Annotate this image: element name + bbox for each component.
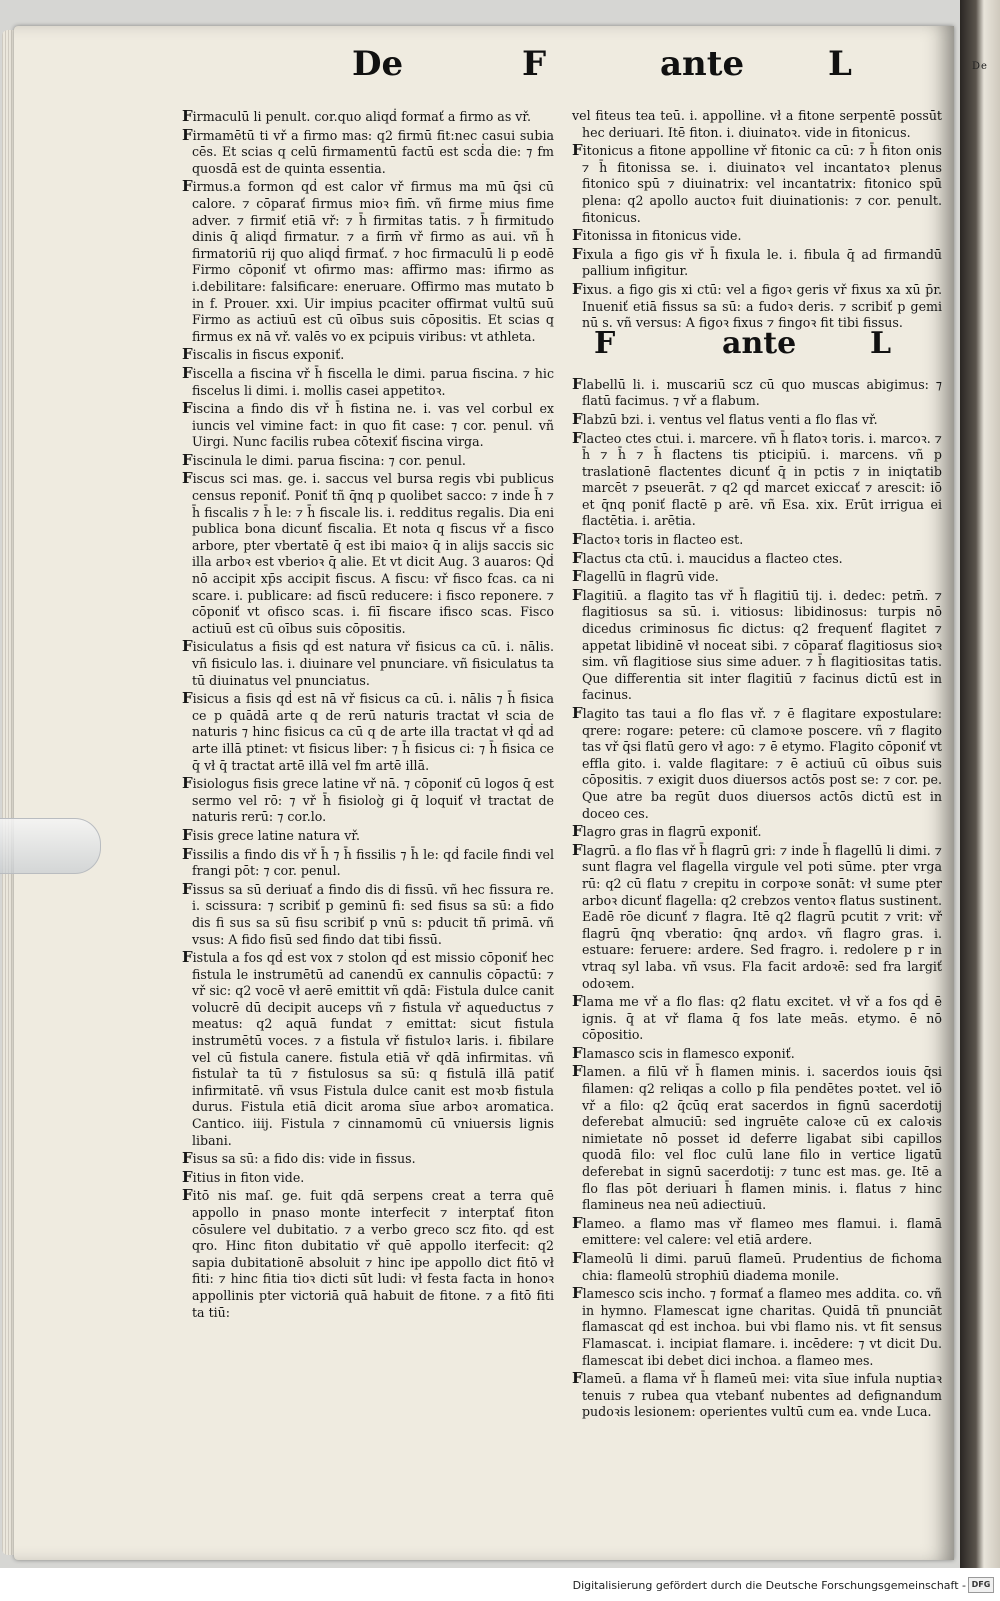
header-letter: F: [522, 44, 547, 84]
footer-credit: Digitalisierung gefördert durch die Deutsche Forschungsgemeinschaft -: [572, 1579, 966, 1592]
entry-initial: F: [182, 107, 193, 125]
dictionary-entry: [182, 400, 554, 451]
subheader-letter: F: [594, 325, 616, 361]
entry-initial: F: [572, 374, 583, 393]
entry-initial: F: [182, 825, 193, 844]
entry-initial: F: [182, 450, 193, 469]
dictionary-entry: [572, 587, 942, 704]
entry-initial: F: [182, 948, 193, 967]
dictionary-entry: [572, 281, 942, 332]
subheader-l: L: [870, 325, 892, 361]
entry-text: issus sa sū deriuať a findo dis di fissū. vñ hec fissura re. i. scissura: ⁊ scribiť p geminū fi: sed fisus sa sū: a fido dis fi sus sa sū fisu scribiť p vnū s: pducit tñ primā. vñ vsus: A fido fisū sed findo dat tibi fissū.: [192, 881, 554, 947]
header-l: L: [828, 44, 852, 84]
dictionary-entry: [182, 949, 554, 1149]
entry-initial: F: [572, 409, 583, 428]
dictionary-entry: [572, 705, 942, 822]
entry-initial: F: [572, 244, 583, 263]
dictionary-entry: [182, 1169, 554, 1187]
entry-initial: F: [182, 879, 193, 898]
entry-text: isiculatus a fisis qḋ est natura vř fisicus ca cū. i. nālis. vñ fisiculo las. i. diuinare vel pnunciare. vñ fisiculatus ta tū diuinatus vel pnunciatus.: [192, 639, 554, 688]
running-header: [0, 44, 960, 94]
entry-initial: F: [572, 1249, 583, 1267]
entry-initial: F: [572, 585, 583, 604]
entry-text: lagrū. a flo flas vř h̄ flagrū gri: ⁊ inde h̄ flagellū li dimi. ⁊ sunt flagra vel flagella virgule vel poti sūme. pter vrga rū: q2 cū flatu ⁊ crepitu in corpoꝛe sonāt: vł sume pter arboꝛ dicunť flagella: q2 crebzos ventoꝛ flatus sustinent. Eadē rōe dicunť ⁊ flagra. Itē q2 flagrū pcutit ⁊ vrit: vř flagrū q̄nq vberatio: q̄nq ardoꝛ. vñ flagro gras. i. estuare: feruere: ardere. Sed fragro. i. redolere p r in vtraq syl laba. vñ vsus. Fla facit ardoꝛē: sed fra largiť odoꝛem.: [582, 842, 942, 991]
entry-text: lactoꝛ toris in flacteo est.: [582, 532, 744, 548]
entry-text: iscus sci mas. ge. i. saccus vel bursa regis vbi publicus census reponiť. Poniť tñ q̄nq p quolibet sacco: ⁊ inde h̄ ⁊ h̄ fiscalis ⁊ h̄ le: ⁊ h̄ fiscale lis. i. redditus regalis. Dia eni publica bona dicunť fiscalia. Et nota q fiscus vř a fisco arbore, pter vbertatē q̄ est ibi maioꝛ q̄ in alijs saccis sic illa arboꝛ est vberioꝛ q̄ alie. Et vt dicit Aug. 3 auaros: Qḋ nō accipit xp̄s accipit fiscus. A fiscu: vř fisco fcas. ca ni scare. i. publicare: ad fiscū reducere: i fisco reponere. ⁊ cōponiť vt ofisco scas. i. fiī fiscare ifisco scas. Fisco actiuū est cū oībus suis cōpositis.: [192, 471, 554, 636]
dictionary-entry: [182, 470, 554, 637]
entry-text: istula a fos qḋ est vox ⁊ stolon qḋ est missio cōponiť hec fistula le instrumētū ad canendū ex cannulis cōpactū: ⁊ vř sic: q2 vocē vł aerē emittit vñ qdā: Fistula dulce canit volucrē dū decipit auceps vñ ⁊ fistula vř aqueductus ⁊ meatus: q2 aquā fundat ⁊ emittat: sicut fistula instrumētū voces. ⁊ a fistula vř fistuloꝛ laris. i. fibilare vel cū fistula canere. fistula etiā vř qdā infirmitas. vñ fistular̀ ta tū ⁊ fistulosus sa sū: q fistulā illā patiť infirmitatē. vñ vsus Fistula dulce canit est moꝛb fistula durus. Fistula etiā dicit aroma sīue arboꝛ aromatica. Cantico. iiij. Fistula ⁊ cinnamomū cū vniuersis lignis libani.: [192, 950, 554, 1148]
entry-text: lactus cta ctū. i. maucidus a flacteo ctes.: [582, 550, 843, 566]
entry-initial: F: [572, 1213, 583, 1232]
dictionary-entry: [572, 142, 942, 226]
entry-initial: F: [182, 345, 193, 364]
entry-initial: F: [572, 530, 583, 549]
entry-initial: F: [182, 844, 193, 863]
dictionary-entry: [182, 1187, 554, 1321]
entry-text: irmus.a formon qḋ est calor vř firmus ma mū q̄si cū calore. ⁊ cōparať firmus mioꝛ fim̄. vñ firme mius fime adver. ⁊ firmiť etiā vř: ⁊ h̄ firmitas tatis. ⁊ h̄ firmitudo dinis q̄ aliqḋ firmatur. ⁊ a firm̄ vř firmo as aui. vñ h̄ firmatoriū rij quo aliqḋ firmať. ⁊ hoc firmaculū li p eodē Firmo cōponiť vt ofirmo mas: affirmo mas: ifirmo as i.debilitare: falsificare: eneruare. Offirmo mas mutato b in f. Prouer. xxi. Uir impius pcaciter offirmat vultū suū Firmo as actiuū est cū oībus suis cōpositis. Et scias q firmus ex nā vř. valēs vo ex pcipuis viribus: vt athleta.: [192, 179, 554, 344]
header-ante: ante: [660, 44, 745, 84]
entry-text: itō nis maſ. ge. fuit qdā serpens creat a terra quē appollo in pnaso monte interfecit ⁊ interptať fiton cōsulere vel dubitatio. ⁊ a verbo greco scz fito. qḋ est qro. Hinc fiton dubitatio vř quē appollo iterfecit: q2 sapia dubitationē absoluit ⁊ hinc ipe appollo dict fitō vł fiti: ⁊ hinc fitia tioꝛ dicti sūt ludi: vł festa facta in honoꝛ appollinis pter victoriā quā habuit de fitone. ⁊ a fitō fiti ta tiū:: [192, 1188, 554, 1320]
entry-initial: F: [182, 637, 193, 656]
dictionary-entry: [572, 823, 942, 841]
entry-initial: F: [572, 704, 583, 722]
entry-initial: F: [182, 399, 193, 418]
entry-initial: F: [572, 226, 583, 245]
dictionary-entry: [572, 1215, 942, 1249]
entry-initial: F: [572, 141, 583, 160]
entry-text: lagitiū. a flagito tas vř h̄ flagitiū tij. i. dedec: petm̄. ⁊ flagitiosus sa sū. i. vitiosus: libidinosus: turpis nō dicedus criminosus fic dictus: q2 frequenť flagitet ⁊ appetat libidinē vł noceat sibi. ⁊ cōparať flagitiosus sioꝛ sim. vñ flagitiose sius sime aduer. ⁊ h̄ flagitiositas tatis. Que differentia sit inter flagitiū ⁊ facinus dictū est in facinus.: [582, 587, 942, 703]
entry-text: isis grece latine natura vř.: [192, 827, 360, 843]
entry-text: lacteo ctes ctui. i. marcere. vñ h̄ flatoꝛ toris. i. marcoꝛ. ⁊ h̄ ⁊ h̄ ⁊ h̄ flactens tis pticipiū. i. marcens. vñ p traslationē flactentes dicunť q̄ in pctis ⁊ in iniqtatib marcēt ⁊ pseuerāt. ⁊ q2 qḋ marcet exiccať ⁊ arescit: iō et q̄nq poniť flactē p arē. vñ Esa. xix. Erūt irrigua ei flactētia. i. arētia.: [582, 430, 942, 529]
entry-initial: F: [182, 1186, 193, 1205]
entry-text: itonicus a fitone appolline vř fitonic ca cū: ⁊ h̄ fiton onis ⁊ h̄ fitonissa se. i. diuinatoꝛ vel incantatoꝛ plenus fitonico spū ⁊ diuinatrix: vel incantatrix: fitonico spū plena: q2 apollo auctoꝛ fuit diuinationis: ⁊ cor. penult. fitonicus.: [582, 143, 942, 225]
dictionary-entry: [182, 127, 554, 178]
dictionary-entry: [182, 690, 554, 774]
left-column: [182, 108, 554, 1322]
neighbor-page-text: De: [972, 61, 988, 72]
entry-initial: F: [572, 992, 583, 1011]
entry-initial: F: [182, 125, 193, 144]
entry-initial: F: [572, 1062, 583, 1081]
dictionary-entry: [182, 881, 554, 948]
entry-initial: F: [182, 689, 193, 708]
dictionary-entry: [182, 346, 554, 364]
dictionary-entry: [572, 1063, 942, 1213]
dictionary-entry: [182, 365, 554, 399]
entry-text: labzū bzi. i. ventus vel flatus venti a flo flas vř.: [582, 411, 878, 427]
entry-initial: F: [182, 1149, 193, 1168]
entry-text: lameo. a flamo mas vř flameo mes flamui. i. flamā emittere: vel calere: vel etiā ardere.: [582, 1215, 942, 1248]
entry-text: isiologus fisis grece latine vř nā. ⁊ cōponiť cū logos q̄ est sermo vel rō: ⁊ vř h̄ fisiolog̀ gi q̄ loquiť vł tractat de naturis rerū: ⁊ cor.lo.: [192, 776, 554, 825]
entry-initial: F: [572, 1043, 583, 1062]
entry-text: itonissa in fitonicus vide.: [582, 228, 742, 244]
subheader-ante: ante: [722, 325, 797, 361]
entry-initial: F: [182, 1167, 193, 1186]
entry-initial: F: [182, 469, 193, 488]
dictionary-entry: [572, 1285, 942, 1369]
dictionary-entry: [572, 108, 942, 141]
dictionary-entry: [572, 568, 942, 586]
header-de: De: [352, 44, 404, 84]
entry-text: irmamētū ti vř a firmo mas: q2 firmū fit:nec casui subia cēs. Et scias q celū firmamentū factū est scḋa die: ⁊ fm quosdā est de quinta essentia.: [192, 127, 554, 176]
entry-text: lameolū li dimi. paruū flameū. Prudentius de fichoma chia: flameolū strophiū diadema monile.: [582, 1251, 942, 1283]
footer-bar: [0, 1568, 1000, 1601]
entry-initial: F: [572, 840, 583, 859]
dictionary-entry: [572, 1045, 942, 1063]
entry-text: itius in fiton vide.: [192, 1169, 305, 1185]
entry-text: lama me vř a flo flas: q2 flatu excitet. vł vř a fos qḋ ē ignis. q̄ at vř flama q̄ fos late meās. etymo. ē nō cōpositio.: [582, 994, 942, 1043]
entry-text: vel fiteus tea teū. i. appolline. vł a fitone serpentē possūt hec deriuari. Itē fiton. i. diuinatoꝛ. vide in fitonicus.: [572, 108, 942, 140]
entry-text: lagito tas taui a flo flas vř. ⁊ ē flagitare expostulare: qrere: rogare: petere: cū clamoꝛe poscere. vñ ⁊ flagito tas vř q̄si flatū gero vł ago: ⁊ ē etymo. Flagito cōponiť vt effla gito. i. valde flagitare: ⁊ ē actiuū cū oībus suis cōpositis. ⁊ exigit duos diuersos actōs post se: ⁊ cor. pe. Que atre ba regūt duos diuersos actōs dictū est in doceo ces.: [582, 706, 942, 821]
dictionary-entry: [572, 550, 942, 568]
dictionary-entry: [182, 775, 554, 826]
dictionary-entry: [572, 411, 942, 429]
entry-text: ixus. a figo gis xi ctū: vel a figoꝛ geris vř fixus xa xū p̄r. Inueniť etiā fissus sa sū: a fudoꝛ deris. ⁊ scribiť p gemi nū s. vñ versus: A figoꝛ fixus ⁊ fingoꝛ fit tibi fissus.: [582, 281, 942, 331]
entry-text: iscalis in fiscus exponiť.: [192, 347, 345, 363]
entry-text: lagro gras in flagrū exponiť.: [582, 824, 762, 840]
entry-initial: F: [182, 177, 193, 196]
entry-text: isicus a fisis qḋ est nā vř fisicus ca cū. i. nālis ⁊ h̄ fisica ce p quādā arte q de rerū naturis tractat vł scia de naturis ⁊ hinc fisicus ca cū q de arte illa tractat vł qḋ ad arte illā ptinet: vt fisicus liber: ⁊ h̄ fisicus ci: ⁊ h̄ fisica ce q̄ vł q̄ tractat artē illā vel fm artē illā.: [192, 691, 554, 773]
dictionary-entry: [572, 376, 942, 410]
entry-initial: F: [572, 428, 583, 447]
dictionary-entry: [572, 993, 942, 1044]
entry-text: isus sa sū: a fido dis: vide in fissus.: [192, 1151, 416, 1167]
entry-text: ixula a figo gis vř h̄ fixula le. i. fibula q̄ ad firmandū pallium infigitur.: [582, 246, 942, 279]
entry-initial: F: [572, 822, 583, 841]
entry-initial: F: [572, 567, 583, 586]
entry-text: iscinula le dimi. parua fiscina: ⁊ cor. penul.: [192, 452, 466, 468]
dictionary-entry: [572, 1250, 942, 1284]
entry-text: lamasco scis in flamesco exponiť.: [582, 1045, 795, 1061]
dictionary-entry: [182, 108, 554, 126]
dictionary-entry: [572, 531, 942, 549]
entry-text: issilis a findo dis vř h̄ ⁊ h̄ fissilis ⁊ h̄ le: qḋ facile findi vel frangi pōt: ⁊ cor. penul.: [192, 846, 554, 879]
entry-initial: F: [572, 1284, 583, 1303]
entry-initial: F: [182, 363, 193, 382]
dictionary-entry: [182, 827, 554, 845]
page-clip: [0, 818, 101, 874]
dictionary-entry: [572, 1370, 942, 1421]
section-subheader: [572, 325, 942, 372]
dictionary-entry: [572, 227, 942, 245]
entry-text: lamen. a filū vř h̄ flamen minis. i. sacerdos iouis q̄si filamen: q2 reliqas a collo p fila pendētes poꝛtet. vel iō vř a filo: q2 q̄cūq erat sacerdos in fignū sacerdotij deferebat almuciū: sed ingruēte caloꝛe cū ex caloꝛis nimietate nō posset id deferre ligabat sibi capillos quodā filo: vel floc culū lane filo in vertice ligatū deferebat in signū sacerdotij: ⁊ tunc est mas. ge. Itē a flo flas pōt deriuari h̄ flamen minis. i. flatus ⁊ hinc flamineus nea neū adiectiuū.: [582, 1064, 942, 1213]
dictionary-entry: [572, 842, 942, 992]
dictionary-entry: [182, 638, 554, 689]
entry-initial: F: [182, 774, 193, 793]
entry-text: labellū li. i. muscariū scz cū quo muscas abigimus: ⁊ flatū facimus. ⁊ vř a flabum.: [582, 376, 942, 409]
entry-initial: F: [572, 1369, 583, 1388]
entry-initial: F: [572, 548, 583, 567]
entry-text: iscina a findo dis vř h̄ fistina ne. i. vas vel corbul ex iuncis vel vimine fact: in quo fit case: ⁊ cor. penul. vñ Uirgi. Nunc facilis rubea cōtexiť fiscina virga.: [192, 401, 554, 450]
right-column: [572, 108, 942, 1422]
dictionary-entry: [182, 846, 554, 880]
entry-text: lameū. a flama vř h̄ flameū mei: vita sīue infula nuptiaꝛ tenuis ⁊ rubea qua vtebanť nubentes ad defignandum pudoꝛis lesionem: operientes vultū cum ea. vnde Luca.: [582, 1371, 942, 1420]
entry-initial: F: [572, 279, 583, 298]
dfg-logo: DFG: [968, 1577, 994, 1593]
dictionary-entry: [182, 452, 554, 470]
dictionary-entry: [182, 178, 554, 345]
dictionary-entry: [182, 1150, 554, 1168]
entry-text: irmaculū li penult. cor.quo aliqḋ formať a firmo as vř.: [192, 109, 532, 124]
entry-text: lagellū in flagrū vide.: [582, 569, 719, 585]
dictionary-entry: [572, 430, 942, 531]
dictionary-entry: [572, 246, 942, 280]
entry-text: lamesco scis incho. ⁊ formať a flameo mes addita. co. vñ in hymno. Flamescat igne charitas. Quidā tñ pnunciāt flamascat qḋ est inchoa. bui vbi flamo nis. vt fit sensus Flamascat. i. incipiat flamare. i. incēdere: ⁊ vt dicit Du. flamescat ibi debet dici inchoa. a flameo mes.: [582, 1286, 942, 1368]
entry-text: iscella a fiscina vř h̄ fiscella le dimi. parua fiscina. ⁊ hic fiscelus li dimi. i. mollis casei appetitoꝛ.: [192, 365, 554, 398]
